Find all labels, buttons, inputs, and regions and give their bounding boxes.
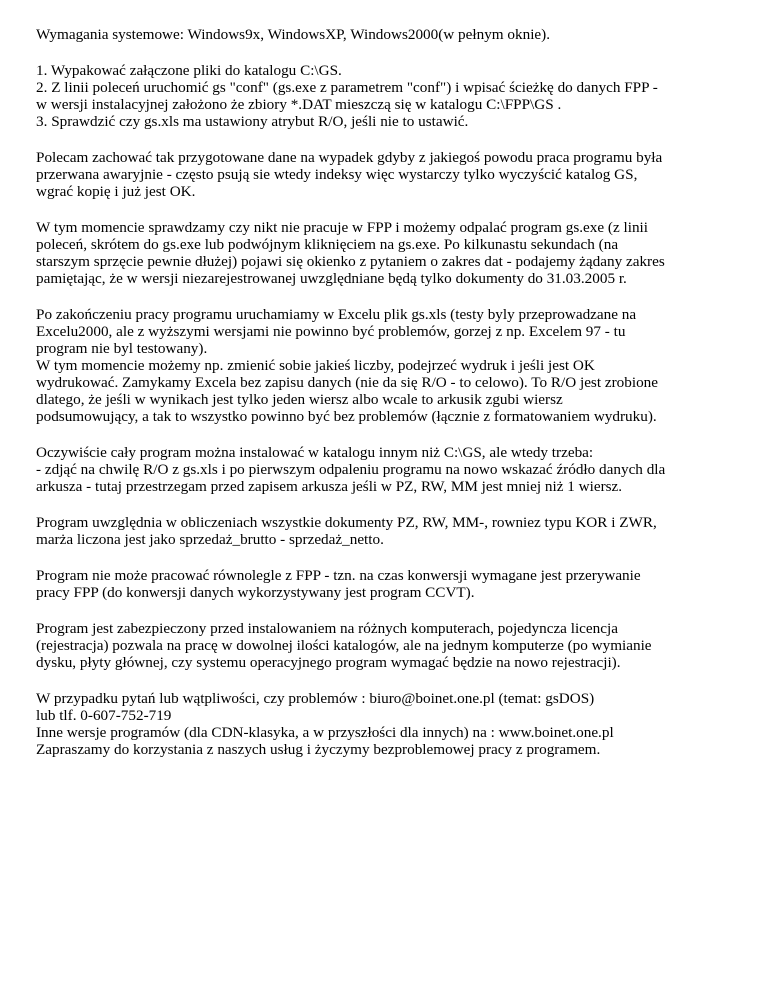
text-line: Po zakończeniu pracy programu uruchamiamy w Excelu plik gs.xls (testy byly przeprowadzane na	[36, 306, 637, 323]
text-line: arkusza - tutaj przestrzegam przed zapisem arkusza jeśli w PZ, RW, MM jest mniej niż 1 wiersz.	[36, 478, 623, 495]
text-line: (rejestracja) pozwala na pracę w dowolnej ilości katalogów, ale na jednym komputerze (po wymianie	[36, 637, 652, 654]
text-line: 3. Sprawdzić czy gs.xls ma ustawiony atrybut R/O, jeśli nie to ustawić.	[36, 113, 469, 130]
text-line: pamiętając, że w wersji niezarejestrowanej uwzględniane będą tylko dokumenty do 31.03.2005 r.	[36, 270, 627, 287]
text-line: w wersji instalacyjnej założono że zbiory *.DAT mieszczą się w katalogu C:\FPP\GS .	[36, 96, 562, 113]
text-line: Zapraszamy do korzystania z naszych usług i życzymy bezproblemowej pracy z programem.	[36, 741, 601, 758]
installation-steps-paragraph	[36, 62, 736, 130]
text-line: program nie byl testowany).	[36, 340, 208, 357]
text-line: 2. Z linii poleceń uruchomić gs "conf" (gs.exe z parametrem "conf") i wpisać ścieżkę do danych FPP -	[36, 79, 658, 96]
text-line: Inne wersje programów (dla CDN-klasyka, a w przyszłości dla innych) na : www.boinet.one.pl	[36, 724, 614, 741]
run-program-paragraph	[36, 219, 736, 287]
text-line: poleceń, skrótem do gs.exe lub podwójnym kliknięciem na gs.exe. Po kilkunastu sekundach (na	[36, 236, 619, 253]
documents-paragraph	[36, 514, 736, 548]
text-line: dlatego, że jeśli w wynikach jest tylko jeden wiersz albo wcale to arkusik zgubi wiersz	[36, 391, 563, 408]
text-line: Program uwzględnia w obliczeniach wszystkie dokumenty PZ, RW, MM-, rowniez typu KOR i ZWR,	[36, 514, 657, 531]
text-line: Polecam zachować tak przygotowane dane na wypadek gdyby z jakiegoś powodu praca programu była	[36, 149, 663, 166]
text-line: W tym momencie sprawdzamy czy nikt nie pracuje w FPP i możemy odpalać program gs.exe (z linii	[36, 219, 648, 236]
backup-paragraph	[36, 149, 736, 200]
contact-paragraph	[36, 690, 736, 758]
text-line: - zdjąć na chwilę R/O z gs.xls i po pierwszym odpaleniu programu na nowo wskazać źródło danych dla	[36, 461, 666, 478]
text-line: starszym sprzęcie pewnie dłużej) pojawi się okienko z pytaniem o zakres dat - podajemy żądany zakres	[36, 253, 665, 270]
text-line: wydrukować. Zamykamy Excela bez zapisu danych (nie da się R/O - to celowo). To R/O jest zrobione	[36, 374, 658, 391]
text-line: marża liczona jest jako sprzedaż_brutto - sprzedaż_netto.	[36, 531, 384, 548]
text-line: Program nie może pracować równolegle z FPP - tzn. na czas konwersji wymagane jest przerywanie	[36, 567, 641, 584]
text-line: dysku, płyty głównej, czy systemu operacyjnego program wymagać będzie na nowo rejestracji).	[36, 654, 621, 671]
text-line: przerwana awaryjnie - często psują sie wtedy indeksy więc wystarczy tylko wyczyścić katalog GS,	[36, 166, 638, 183]
other-directory-paragraph	[36, 444, 736, 495]
document-body	[36, 26, 736, 777]
text-line: 1. Wypakować załączone pliki do katalogu C:\GS.	[36, 62, 342, 79]
text-line: pracy FPP (do konwersji danych wykorzystywany jest program CCVT).	[36, 584, 475, 601]
requirements-paragraph	[36, 26, 736, 43]
parallel-work-paragraph	[36, 567, 736, 601]
text-line: Program jest zabezpieczony przed instalowaniem na różnych komputerach, pojedyncza licencja	[36, 620, 618, 637]
text-line: W tym momencie możemy np. zmienić sobie jakieś liczby, podejrzeć wydruk i jeśli jest OK	[36, 357, 595, 374]
text-line: podsumowujący, a tak to wszystko powinno być bez problemów (łącznie z formatowaniem wydruku).	[36, 408, 657, 425]
text-line: W przypadku pytań lub wątpliwości, czy problemów : biuro@boinet.one.pl (temat: gsDOS)	[36, 690, 595, 707]
excel-paragraph	[36, 306, 736, 425]
text-line: lub tlf. 0-607-752-719	[36, 707, 172, 724]
text-line: Excelu2000, ale z wyższymi wersjami nie powinno być problemów, gorzej z np. Excelem 97 - tu	[36, 323, 626, 340]
text-line: Oczywiście cały program można instalować w katalogu innym niż C:\GS, ale wtedy trzeba:	[36, 444, 594, 461]
license-paragraph	[36, 620, 736, 671]
text-line: Wymagania systemowe: Windows9x, WindowsXP, Windows2000(w pełnym oknie).	[36, 26, 551, 43]
text-line: wgrać kopię i już jest OK.	[36, 183, 196, 200]
